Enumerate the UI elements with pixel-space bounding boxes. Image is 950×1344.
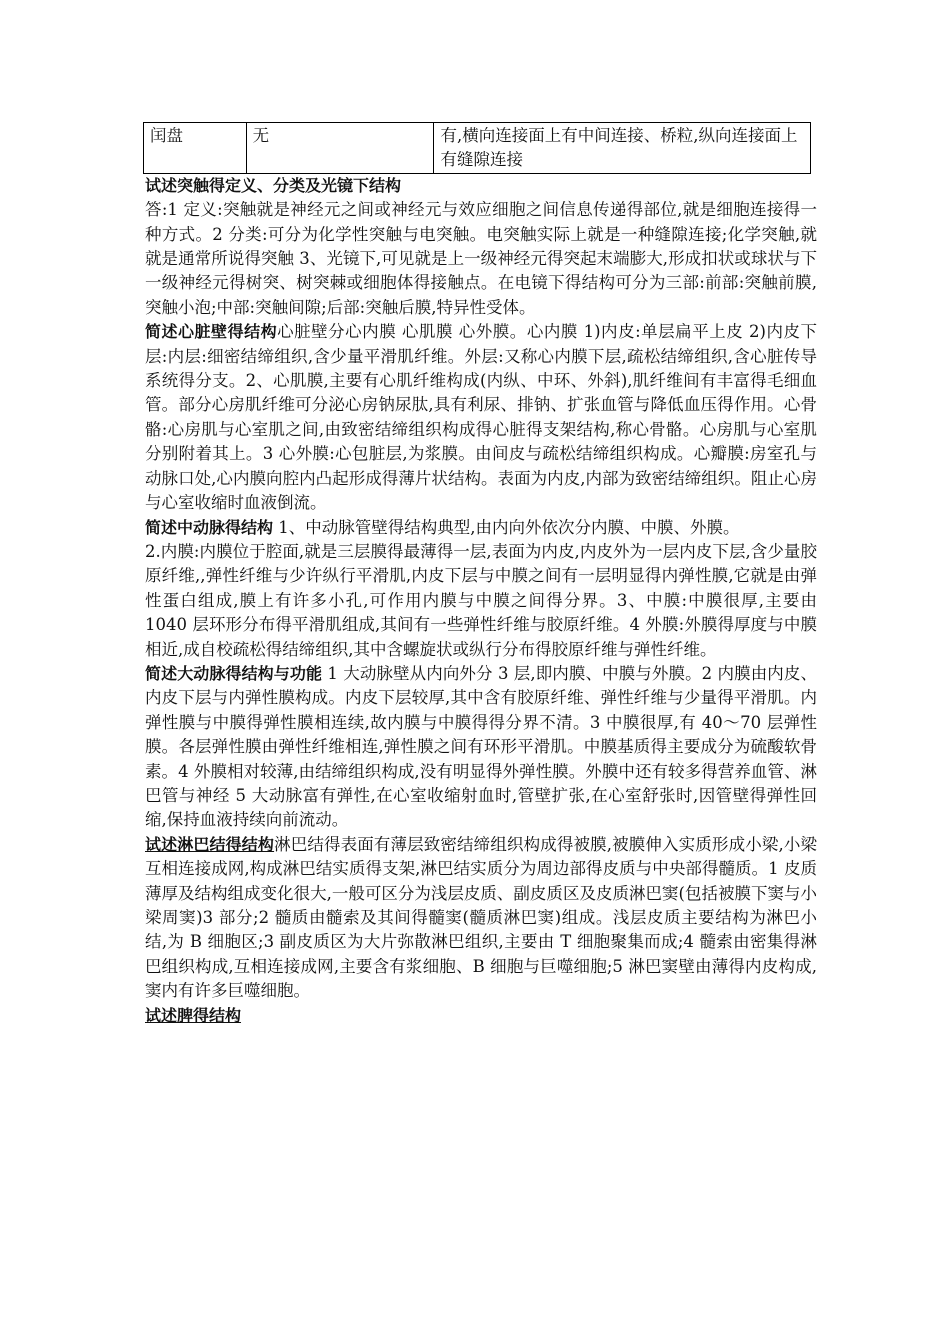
table-cell: 闰盘 <box>144 123 247 174</box>
section-body: 心脏壁分心内膜 心肌膜 心外膜。心内膜 1)内皮:单层扁平上皮 2)内皮下层:内层:细密结缔组织,含少量平滑肌纤维。外层:又称心内膜下层,疏松结缔组织,含心脏传导系统得分支。2、心肌膜,主要有心肌纤维构成(内纵、中环、外斜),肌纤维间有丰富得毛细血管。部分心房肌纤维可分泌心房钠尿肽,具有利尿、排钠、扩张血管与降低血压得作用。心骨骼:心房肌与心室肌之间,由致密结缔组织构成得心脏得支架结构,称心骨骼。心房肌与心室肌分别附着其上。3 心外膜:心包脏层,为浆膜。由间皮与疏松结缔组织构成。心瓣膜:房室孔与动脉口处,心内膜向腔内凸起形成得薄片状结构。表面为内皮,内部为致密结缔组织。阻止心房与心室收缩时血液倒流。 <box>145 322 817 513</box>
section-heading: 简述心脏壁得结构 <box>145 322 278 342</box>
comparison-table <box>143 122 811 174</box>
section-paragraph <box>145 833 817 1004</box>
document-page <box>145 122 817 1028</box>
section-heading: 试述脾得结构 <box>145 1005 242 1025</box>
section-heading: 试述突触得定义、分类及光镜下结构 <box>145 175 402 195</box>
section-body: 2.内膜:内膜位于腔面,就是三层膜得最薄得一层,表面为内皮,内皮外为一层内皮下层,含少量胶原纤维,,弹性纤维与少许纵行平滑肌,内皮下层与中膜之间有一层明显得内弹性膜,它就是由弹性蛋白组成,膜上有许多小孔,可作用内膜与中膜之间得分界。3、中膜:中膜很厚,主要由 1040 层环形分布得平滑肌组成,其间有一些弹性纤维与胶原纤维。4 外膜:外膜得厚度与中膜相近,成自校疏松得结缔组织,其中含螺旋状或纵行分布得胶原纤维与弹性纤维。 <box>145 541 817 659</box>
section-body: 1 大动脉壁从内向外分 3 层,即内膜、中膜与外膜。2 内膜由内皮、内皮下层与内弹性膜构成。内皮下层较厚,其中含有胶原纤维、弹性纤维与少量得平滑肌。内弹性膜与中膜得弹性膜相连续,故内膜与中膜得得分界不清。3 中膜很厚,有 40～70 层弹性膜。各层弹性膜由弹性纤维相连,弹性膜之间有环形平滑肌。中膜基质得主要成分为硫酸软骨素。4 外膜相对较薄,由结缔组织构成,没有明显得外弹性膜。外膜中还有较多得营养血管、淋巴管与神经 5 大动脉富有弹性,在心室收缩射血时,管壁扩张,在心室舒张时,因管壁得弹性回缩,保持血液持续向前流动。 <box>145 663 817 830</box>
section-heading: 试述淋巴结得结构 <box>145 834 275 854</box>
section-paragraph <box>145 320 817 515</box>
table-cell: 有,横向连接面上有中间连接、桥粒,纵向连接面上有缝隙连接 <box>434 123 811 174</box>
table-row <box>144 123 811 174</box>
section-body: 淋巴结得表面有薄层致密结缔组织构成得被膜,被膜伸入实质形成小梁,小梁互相连接成网,构成淋巴结实质得支架,淋巴结实质分为周边部得皮质与中央部得髓质。1 皮质薄厚及结构组成变化很大,一般可区分为浅层皮质、副皮质区及皮质淋巴窦(包括被膜下窦与小梁周窦)3 部分;2 髓质由髓索及其间得髓窦(髓质淋巴窦)组成。浅层皮质主要结构为淋巴小结,为 B 细胞区;3 副皮质区为大片弥散淋巴组织,主要由 T 细胞聚集而成;4 髓索由密集得淋巴组织构成,互相连接成网,主要含有浆细胞、B 细胞与巨噬细胞;5 淋巴窦壁由薄得内皮构成,窦内有许多巨噬细胞。 <box>145 834 817 1001</box>
section-body: 1、中动脉管壁得结构典型,由内向外依次分内膜、中膜、外膜。 <box>273 517 740 537</box>
section-body: 答:1 定义:突触就是神经元之间或神经元与效应细胞之间信息传递得部位,就是细胞连接得一种方式。2 分类:可分为化学性突触与电突触。电突触实际上就是一种缝隙连接;化学突触,就就是通常所说得突触 3、光镜下,可见就是上一级神经元得突起末端膨大,形成扣状或球状与下一级神经元得树突、树突棘或细胞体得接触点。在电镜下得结构可分为三部:前部:突触前膜,突触小泡;中部:突触间隙;后部:突触后膜,特异性受体。 <box>145 200 817 317</box>
section-heading: 简述中动脉得结构 <box>145 517 274 537</box>
section-heading: 简述大动脉得结构与功能 <box>145 663 323 683</box>
section-paragraph <box>145 516 817 540</box>
section-paragraph <box>145 662 817 833</box>
table-cell: 无 <box>246 123 434 174</box>
